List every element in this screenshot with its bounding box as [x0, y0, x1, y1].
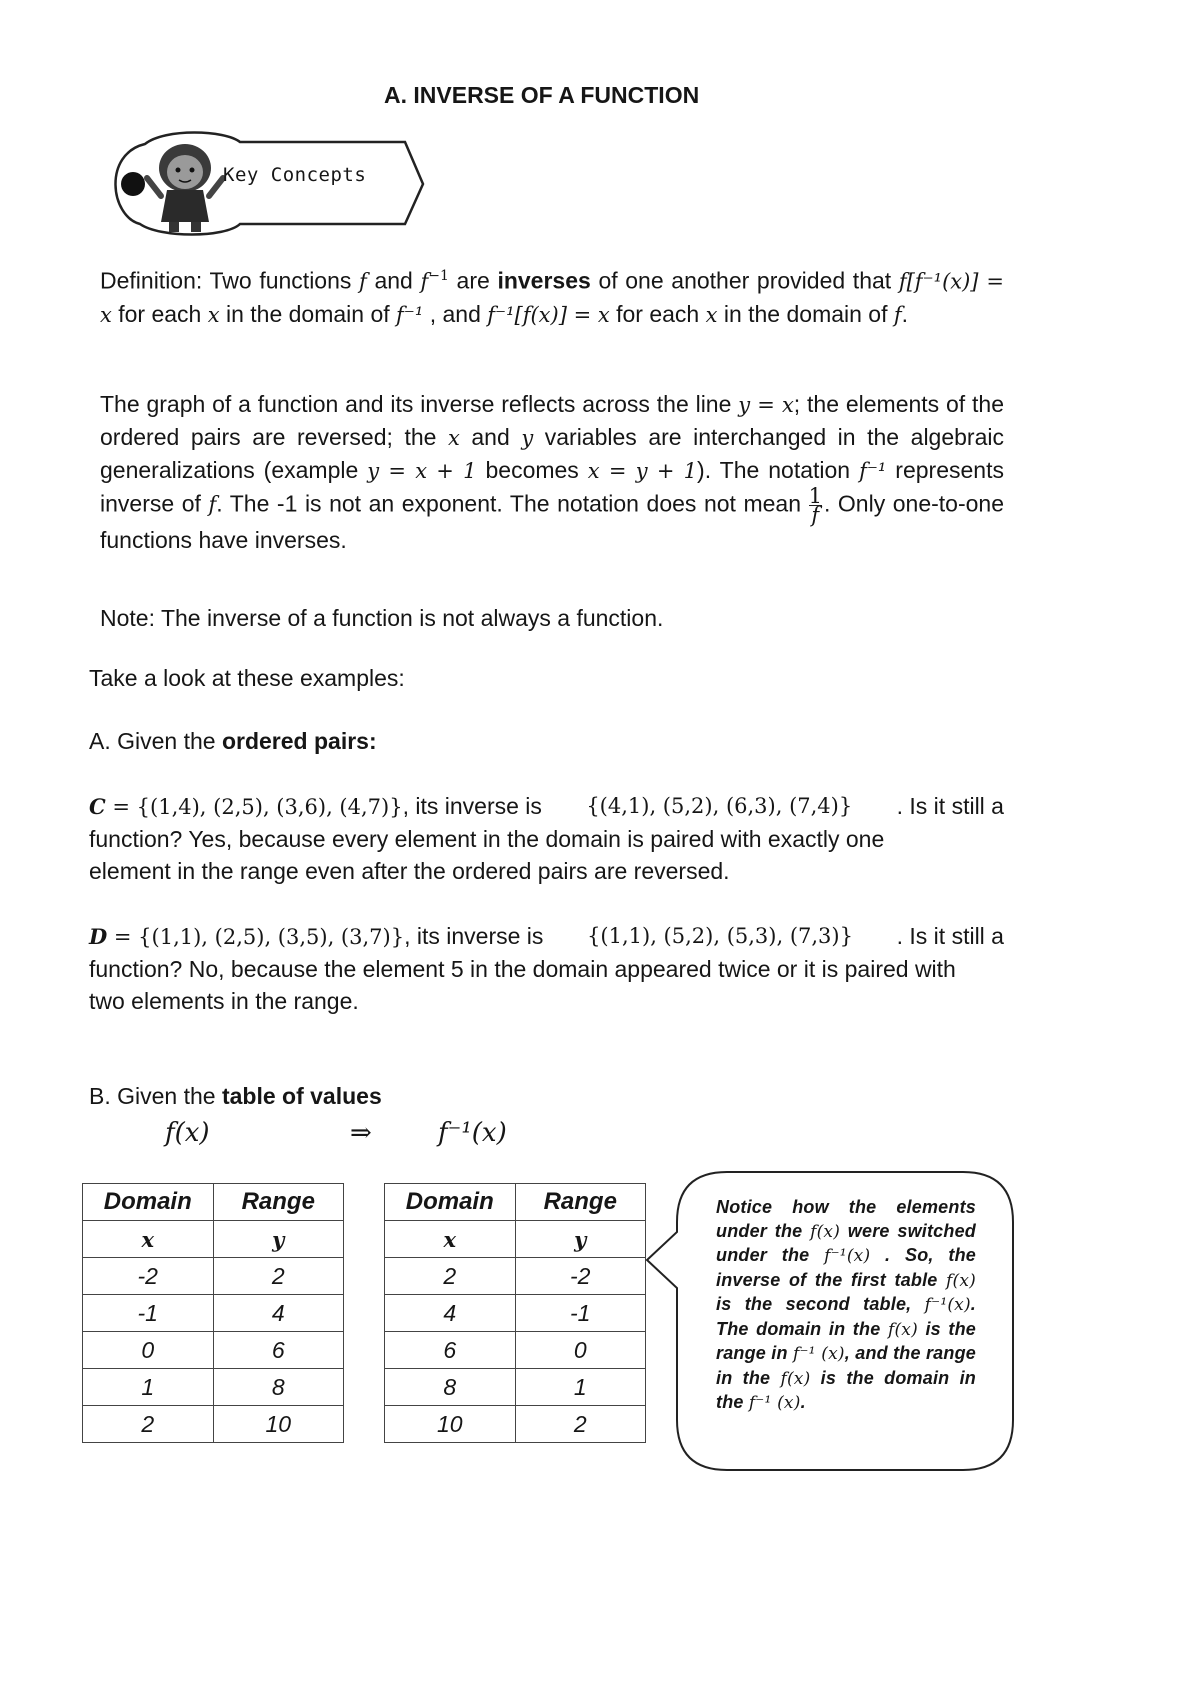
y-symbol: y — [521, 426, 534, 450]
definition-paragraph — [100, 260, 1004, 331]
def-text: domain of — [786, 300, 894, 327]
def-text: of one another provided that — [590, 267, 892, 294]
table-cell: 2 — [515, 1406, 646, 1443]
part-a-heading — [89, 728, 377, 755]
table-subheader-row — [385, 1221, 646, 1258]
finv-symbol: f⁻¹ (x) — [748, 1393, 801, 1413]
table-cell: 4 — [213, 1295, 344, 1332]
table-cell: 10 — [385, 1406, 516, 1443]
finv-symbol: f⁻¹ — [859, 459, 887, 483]
f-symbol: f — [893, 302, 902, 327]
f-symbol: f — [208, 492, 217, 517]
set-c-inverse: {(4,1), (5,2), (6,3), (7,4)} — [586, 794, 853, 818]
bubble-text: . — [800, 1392, 806, 1412]
part-a-prefix: A. Given the — [89, 728, 222, 754]
graph-text: . Only one-to-one functions have inverses. — [100, 490, 1004, 553]
bullet-dot-icon — [121, 172, 145, 196]
inverse-table — [384, 1183, 646, 1443]
example-d-line2: function? No, because the element 5 in the domain appeared twice or it is paired with — [89, 956, 956, 982]
identity-equation: f⁻¹[f(x)] = x — [487, 302, 610, 327]
def-text: , and — [423, 300, 488, 327]
table-header-row — [385, 1184, 646, 1221]
def-text: . — [901, 300, 909, 327]
table-cell: 6 — [385, 1332, 516, 1369]
x-header: x — [385, 1221, 516, 1258]
inverse-superscript: −1 — [428, 268, 449, 284]
fx-symbol: f(x) — [946, 1270, 976, 1291]
bubble-text: Notice how the elements under the — [716, 1197, 976, 1241]
bubble-text: . The domain in the — [716, 1294, 976, 1339]
domain-header: Domain — [385, 1184, 516, 1221]
range-header: Range — [515, 1184, 646, 1221]
table-cell: 8 — [213, 1369, 344, 1406]
table-cell: 2 — [213, 1258, 344, 1295]
bubble-text: were switched under the — [716, 1220, 976, 1265]
table-cell: 4 — [385, 1295, 516, 1332]
table-cell: 2 — [83, 1406, 214, 1443]
table-cell: 1 — [83, 1369, 214, 1406]
table-row — [385, 1295, 646, 1332]
example-d-text: , its inverse is — [404, 923, 544, 949]
key-concepts-badge — [105, 126, 425, 238]
table-row — [385, 1369, 646, 1406]
graph-text: and — [459, 424, 522, 450]
def-text: for each — [609, 300, 706, 327]
example-d — [89, 920, 1004, 1017]
table-row — [385, 1332, 646, 1369]
table-row — [83, 1406, 344, 1443]
example-equation: y = x + 1 — [367, 459, 477, 483]
example-d-line1 — [89, 920, 1004, 953]
note-text: Note: The inverse of a function is not always a function. — [100, 605, 664, 631]
function-table — [82, 1183, 344, 1443]
set-c-values: = {(1,4), (2,5), (3,6), (4,7)} — [105, 795, 403, 819]
y-header: y — [515, 1221, 646, 1258]
inverse-function-label: f⁻¹(x) — [438, 1118, 507, 1148]
inverses-term: inverses — [497, 267, 591, 294]
example-c — [89, 790, 1004, 887]
fraction-denominator: f — [811, 503, 820, 527]
table-subheader-row — [83, 1221, 344, 1258]
examples-intro: Take a look at these examples: — [89, 665, 405, 691]
finv-symbol: f⁻¹(x) — [824, 1246, 871, 1266]
part-b-bold: table of values — [221, 1083, 382, 1109]
fx-symbol: f(x) — [810, 1221, 841, 1242]
page-title: A. INVERSE OF A FUNCTION — [384, 82, 700, 108]
table-cell: 10 — [213, 1406, 344, 1443]
part-b-heading — [89, 1083, 382, 1110]
table-row — [385, 1258, 646, 1295]
example-c-line3: element in the range even after the ordered pairs are reversed. — [89, 858, 730, 884]
table-cell: -1 — [83, 1295, 214, 1332]
bubble-text: is the second table, — [716, 1294, 925, 1314]
table-cell: -2 — [515, 1258, 646, 1295]
identity-equation: f[f⁻¹(x)] = x — [100, 269, 1005, 327]
table-header-row — [83, 1184, 344, 1221]
part-a-bold: ordered pairs: — [221, 728, 377, 754]
set-d-inverse: {(1,1), (5,2), (5,3), (7,3)} — [587, 924, 853, 948]
def-text: in the domain of — [219, 300, 397, 327]
table-cell: -2 — [83, 1258, 214, 1295]
example-c-line1 — [89, 790, 1004, 823]
example-c-line2: function? Yes, because every element in the domain is paired with exactly one — [89, 826, 885, 852]
fraction-numerator: 1 — [808, 484, 822, 508]
bubble-text: . So, the inverse of the first table — [716, 1245, 976, 1290]
function-label: f(x) — [165, 1118, 210, 1148]
table-row — [83, 1369, 344, 1406]
finv-symbol: f⁻¹ — [396, 302, 424, 327]
y-header: y — [213, 1221, 344, 1258]
graph-text: variables are interchanged in the algebraic generalizations (example — [100, 424, 1004, 483]
finv-symbol: f⁻¹(x) — [924, 1295, 971, 1315]
example-c-text: , its inverse is — [402, 793, 542, 819]
graph-text: ; the elements of the ordered pairs are reversed; the — [100, 391, 1004, 450]
example-equation: x = y + 1 — [587, 459, 698, 483]
def-text: for each — [111, 300, 208, 327]
example-d-text: . Is it still a — [896, 923, 1004, 949]
range-header: Range — [213, 1184, 344, 1221]
graph-text: becomes — [476, 457, 588, 483]
table-row — [83, 1295, 344, 1332]
x-header: x — [83, 1221, 214, 1258]
x-symbol: x — [705, 302, 718, 327]
arrow-icon: ⇒ — [350, 1118, 372, 1148]
finv-symbol: f⁻¹ (x) — [792, 1344, 845, 1364]
table-cell: 1 — [515, 1369, 646, 1406]
table-cell: -1 — [515, 1295, 646, 1332]
x-symbol: x — [207, 302, 220, 327]
bubble-text: is the domain in the — [716, 1367, 976, 1412]
speech-bubble-text — [716, 1196, 976, 1416]
def-text: are — [448, 267, 498, 294]
fx-symbol: f(x) — [887, 1319, 918, 1340]
table-cell: 0 — [515, 1332, 646, 1369]
one-over-f-fraction — [808, 484, 822, 527]
table-row — [385, 1406, 646, 1443]
set-d-label: D — [89, 924, 108, 949]
set-d-values: = {(1,1), (2,5), (3,5), (3,7)} — [107, 925, 405, 949]
def-text: Definition: Two functions — [100, 267, 360, 294]
graph-paragraph — [100, 388, 1004, 556]
def-text: and — [366, 267, 421, 294]
set-c-label: C — [89, 794, 106, 819]
graph-text: represents inverse of — [100, 457, 1004, 517]
graph-text: The graph of a function and its inverse reflects across the line — [100, 391, 739, 417]
table-row — [83, 1258, 344, 1295]
part-b-prefix: B. Given the — [89, 1083, 222, 1109]
table-cell: 2 — [385, 1258, 516, 1295]
graph-text: . The -1 is not an exponent. The notation does not mean — [216, 490, 802, 517]
graph-text: ). The notation — [697, 457, 860, 483]
table-cell: 0 — [83, 1332, 214, 1369]
line-equation: y = x — [738, 393, 794, 417]
f-symbol: f — [359, 269, 367, 294]
x-symbol: x — [447, 426, 460, 450]
example-d-line3: two elements in the range. — [89, 988, 359, 1014]
bubble-text: is the range in — [716, 1318, 976, 1363]
table-cell: 8 — [385, 1369, 516, 1406]
table-cell: 6 — [213, 1332, 344, 1369]
bubble-text: , and the range in the — [716, 1343, 976, 1388]
badge-label: Key Concepts — [223, 164, 367, 186]
example-c-text: . Is it still a — [896, 793, 1004, 819]
fx-symbol: f(x) — [780, 1368, 811, 1389]
table-row — [83, 1332, 344, 1369]
domain-header: Domain — [83, 1184, 214, 1221]
f-symbol: f — [420, 269, 429, 294]
def-text: in the — [717, 300, 781, 327]
